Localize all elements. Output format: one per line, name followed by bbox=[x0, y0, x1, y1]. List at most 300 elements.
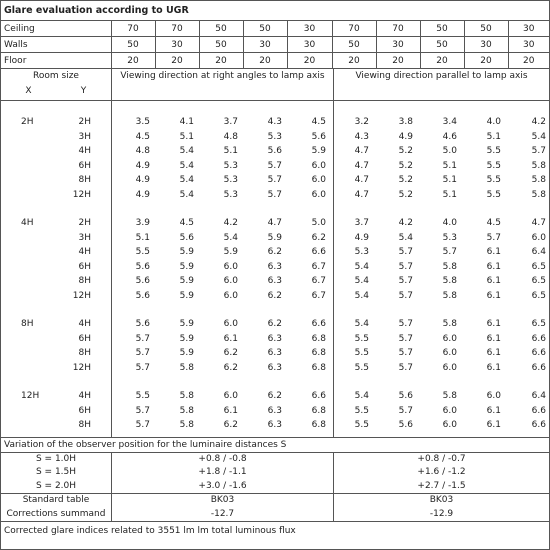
table-cell: 3.9 bbox=[135, 218, 150, 228]
table-cell: 5.7 bbox=[135, 420, 150, 430]
table-cell: 5.6 bbox=[311, 131, 326, 142]
room-x: 2H bbox=[21, 117, 34, 127]
room-row bbox=[1, 418, 111, 433]
param-value: 50 bbox=[243, 21, 287, 37]
standard-table-right: BK03 bbox=[429, 495, 454, 505]
table-cell: 6.3 bbox=[267, 348, 282, 358]
table-cell: 5.4 bbox=[179, 146, 194, 156]
room-x bbox=[1, 144, 56, 159]
room-y: 12H bbox=[72, 290, 91, 301]
room-y: 4H bbox=[78, 319, 91, 329]
value-row bbox=[334, 231, 549, 246]
room-row bbox=[1, 130, 111, 145]
table-cell: 5.6 bbox=[135, 276, 150, 286]
table-cell: 4.3 bbox=[267, 117, 282, 127]
table-cell: 5.3 bbox=[354, 247, 369, 257]
value-row bbox=[334, 260, 549, 275]
param-value: 30 bbox=[376, 37, 420, 53]
table-cell: 5.8 bbox=[442, 276, 457, 286]
table-cell: 4.2 bbox=[223, 218, 238, 228]
group-gap bbox=[112, 202, 333, 216]
observer-left: +3.0 / -1.6 bbox=[198, 480, 247, 491]
param-value: 20 bbox=[199, 53, 243, 69]
room-row bbox=[1, 289, 111, 304]
table-cell: 5.1 bbox=[179, 131, 194, 142]
table-cell: 5.7 bbox=[398, 348, 413, 358]
table-cell: 5.7 bbox=[267, 160, 282, 171]
table-cell: 5.7 bbox=[531, 146, 546, 156]
table-cell: 5.6 bbox=[398, 420, 413, 430]
table-cell: 3.7 bbox=[223, 117, 238, 127]
table-cell: 5.7 bbox=[398, 276, 413, 286]
table-cell: 6.1 bbox=[486, 348, 501, 358]
room-row bbox=[1, 216, 111, 231]
table-cell: 6.6 bbox=[311, 319, 326, 329]
room-row bbox=[1, 274, 111, 289]
observer-s: S = 2.0H bbox=[35, 480, 77, 491]
table-cell: 5.7 bbox=[398, 247, 413, 257]
table-cell: 6.0 bbox=[442, 333, 457, 344]
value-row bbox=[334, 332, 549, 347]
table-cell: 5.8 bbox=[531, 175, 546, 185]
table-cell: 6.8 bbox=[311, 405, 326, 416]
value-row bbox=[112, 361, 333, 376]
reflectance-header bbox=[1, 21, 549, 69]
table-cell: 5.6 bbox=[135, 261, 150, 272]
room-y: 3H bbox=[78, 232, 91, 243]
table-cell: 5.5 bbox=[135, 247, 150, 257]
value-row bbox=[334, 130, 549, 145]
table-cell: 6.1 bbox=[486, 261, 501, 272]
value-row bbox=[112, 317, 333, 332]
standard-table-left: BK03 bbox=[210, 495, 235, 505]
table-cell: 5.7 bbox=[398, 362, 413, 373]
table-cell: 5.5 bbox=[354, 333, 369, 344]
param-value: 20 bbox=[287, 53, 332, 69]
table-cell: 4.0 bbox=[442, 218, 457, 228]
table-cell: 6.4 bbox=[531, 247, 546, 257]
table-cell: 3.2 bbox=[354, 117, 369, 127]
room-x bbox=[1, 418, 56, 433]
table-cell: 4.2 bbox=[398, 218, 413, 228]
table-cell: 5.5 bbox=[486, 189, 501, 200]
room-row bbox=[1, 389, 111, 404]
value-row bbox=[112, 260, 333, 275]
table-cell: 6.3 bbox=[267, 333, 282, 344]
table-cell: 5.9 bbox=[179, 261, 194, 272]
table-cell: 5.4 bbox=[398, 232, 413, 243]
observer-block bbox=[1, 453, 549, 495]
table-cell: 6.5 bbox=[531, 319, 546, 329]
table-cell: 5.7 bbox=[398, 405, 413, 416]
room-x bbox=[1, 260, 56, 275]
value-row bbox=[112, 245, 333, 260]
table-cell: 6.1 bbox=[486, 333, 501, 344]
param-value: 50 bbox=[199, 21, 243, 37]
observer-right: +0.8 / -0.7 bbox=[417, 453, 466, 464]
table-cell: 5.5 bbox=[486, 146, 501, 156]
group-gap bbox=[1, 101, 111, 115]
room-row bbox=[1, 188, 111, 203]
observer-s: S = 1.5H bbox=[35, 467, 77, 477]
table-cell: 5.7 bbox=[398, 319, 413, 329]
table-cell: 5.5 bbox=[354, 405, 369, 416]
table-cell: 4.5 bbox=[311, 117, 326, 127]
value-row bbox=[112, 274, 333, 289]
param-value: 50 bbox=[199, 37, 243, 53]
group-gap bbox=[1, 375, 111, 389]
table-cell: 5.4 bbox=[354, 319, 369, 329]
room-x: 8H bbox=[21, 319, 34, 329]
room-x bbox=[1, 173, 56, 188]
table-cell: 5.7 bbox=[398, 290, 413, 301]
room-x bbox=[1, 274, 56, 289]
room-x bbox=[1, 404, 56, 419]
corrections-left: -12.7 bbox=[210, 508, 235, 519]
table-cell: 4.9 bbox=[135, 160, 150, 171]
table-cell: 5.6 bbox=[135, 290, 150, 301]
table-cell: 5.4 bbox=[179, 160, 194, 171]
value-row bbox=[334, 418, 549, 433]
table-cell: 6.1 bbox=[486, 247, 501, 257]
table-cell: 5.3 bbox=[223, 189, 238, 200]
table-cell: 3.8 bbox=[398, 117, 413, 127]
table-cell: 5.4 bbox=[354, 391, 369, 401]
table-cell: 6.0 bbox=[486, 391, 501, 401]
table-cell: 5.8 bbox=[442, 391, 457, 401]
param-row bbox=[1, 53, 549, 69]
room-y: 2H bbox=[78, 117, 91, 127]
room-y: 4H bbox=[78, 391, 91, 401]
table-cell: 6.3 bbox=[267, 405, 282, 416]
value-row bbox=[112, 130, 333, 145]
room-row bbox=[1, 361, 111, 376]
table-cell: 6.1 bbox=[223, 333, 238, 344]
table-cell: 5.8 bbox=[442, 261, 457, 272]
table-cell: 5.7 bbox=[135, 333, 150, 344]
room-row bbox=[1, 173, 111, 188]
table-cell: 5.8 bbox=[531, 160, 546, 171]
table-cell: 6.1 bbox=[486, 290, 501, 301]
room-x bbox=[1, 361, 56, 376]
table-cell: 4.2 bbox=[531, 117, 546, 127]
param-value: 70 bbox=[155, 21, 199, 37]
value-row bbox=[112, 289, 333, 304]
table-cell: 5.7 bbox=[135, 362, 150, 373]
table-cell: 5.8 bbox=[179, 391, 194, 401]
corrections-right: -12.9 bbox=[429, 508, 454, 519]
value-row bbox=[334, 188, 549, 203]
table-cell: 6.4 bbox=[531, 391, 546, 401]
table-cell: 5.6 bbox=[179, 232, 194, 243]
table-cell: 6.8 bbox=[311, 348, 326, 358]
value-row bbox=[334, 317, 549, 332]
param-value: 50 bbox=[111, 37, 155, 53]
param-value: 30 bbox=[243, 37, 287, 53]
param-value: 70 bbox=[332, 21, 376, 37]
observer-right: +2.7 / -1.5 bbox=[417, 480, 466, 491]
value-row bbox=[334, 361, 549, 376]
value-row bbox=[112, 144, 333, 159]
table-cell: 5.9 bbox=[179, 276, 194, 286]
table-cell: 5.7 bbox=[267, 175, 282, 185]
table-cell: 6.2 bbox=[223, 348, 238, 358]
table-cell: 4.7 bbox=[354, 175, 369, 185]
table-cell: 5.5 bbox=[354, 348, 369, 358]
corrections-label: Corrections summand bbox=[6, 508, 106, 519]
table-cell: 4.6 bbox=[442, 131, 457, 142]
room-y: 6H bbox=[78, 261, 91, 272]
table-cell: 5.4 bbox=[531, 131, 546, 142]
value-row bbox=[112, 346, 333, 361]
table-cell: 6.6 bbox=[531, 362, 546, 373]
table-cell: 6.7 bbox=[311, 261, 326, 272]
table-cell: 5.9 bbox=[179, 333, 194, 344]
room-row bbox=[1, 260, 111, 275]
table-cell: 6.6 bbox=[531, 405, 546, 416]
table-cell: 5.9 bbox=[179, 319, 194, 329]
table-cell: 5.4 bbox=[179, 175, 194, 185]
table-cell: 5.7 bbox=[486, 232, 501, 243]
table-cell: 5.2 bbox=[398, 160, 413, 171]
table-cell: 6.7 bbox=[311, 290, 326, 301]
room-y: 8H bbox=[78, 420, 91, 430]
group-gap bbox=[1, 433, 111, 437]
table-cell: 6.2 bbox=[267, 319, 282, 329]
table-cell: 6.0 bbox=[311, 175, 326, 185]
value-row bbox=[112, 332, 333, 347]
table-cell: 4.7 bbox=[354, 189, 369, 200]
value-row bbox=[334, 389, 549, 404]
value-row bbox=[334, 144, 549, 159]
param-label: Ceiling bbox=[1, 21, 111, 37]
table-cell: 5.4 bbox=[179, 189, 194, 200]
table-cell: 6.8 bbox=[311, 362, 326, 373]
param-value: 20 bbox=[376, 53, 420, 69]
table-cell: 6.2 bbox=[223, 420, 238, 430]
table-cell: 5.5 bbox=[354, 420, 369, 430]
table-cell: 5.7 bbox=[398, 261, 413, 272]
value-row bbox=[112, 231, 333, 246]
param-row bbox=[1, 37, 549, 53]
value-row bbox=[334, 216, 549, 231]
param-value: 30 bbox=[155, 37, 199, 53]
footer-note: Corrected glare indices related to 3551 lm lm total luminous flux bbox=[4, 526, 296, 536]
value-row bbox=[112, 389, 333, 404]
value-row bbox=[112, 216, 333, 231]
standard-table-label: Standard table bbox=[22, 495, 90, 505]
table-cell: 6.5 bbox=[531, 276, 546, 286]
table-cell: 5.6 bbox=[135, 319, 150, 329]
room-x bbox=[1, 130, 56, 145]
table-cell: 5.8 bbox=[179, 420, 194, 430]
table-cell: 5.9 bbox=[267, 232, 282, 243]
room-y: 8H bbox=[78, 276, 91, 286]
table-cell: 5.7 bbox=[398, 333, 413, 344]
room-x bbox=[1, 332, 56, 347]
table-cell: 4.8 bbox=[223, 131, 238, 142]
table-cell: 5.3 bbox=[223, 160, 238, 171]
table-cell: 6.8 bbox=[311, 333, 326, 344]
value-row bbox=[112, 404, 333, 419]
group-gap bbox=[334, 101, 549, 115]
param-value: 30 bbox=[508, 37, 549, 53]
table-cell: 6.6 bbox=[531, 333, 546, 344]
room-x bbox=[1, 289, 56, 304]
table-cell: 6.2 bbox=[267, 290, 282, 301]
table-cell: 6.0 bbox=[311, 160, 326, 171]
table-cell: 5.8 bbox=[531, 189, 546, 200]
table-cell: 4.7 bbox=[267, 218, 282, 228]
table-cell: 5.4 bbox=[354, 276, 369, 286]
table-cell: 5.9 bbox=[179, 290, 194, 301]
group-gap bbox=[112, 375, 333, 389]
table-title: Glare evaluation according to UGR bbox=[1, 1, 549, 21]
observer-right: +1.6 / -1.2 bbox=[417, 467, 466, 477]
param-value: 20 bbox=[464, 53, 508, 69]
table-cell: 6.0 bbox=[223, 290, 238, 301]
table-cell: 5.8 bbox=[179, 362, 194, 373]
value-row bbox=[334, 159, 549, 174]
param-value: 30 bbox=[464, 37, 508, 53]
table-cell: 5.4 bbox=[223, 232, 238, 243]
observer-s: S = 1.0H bbox=[35, 453, 77, 464]
param-value: 50 bbox=[464, 21, 508, 37]
value-row bbox=[334, 245, 549, 260]
param-value: 70 bbox=[376, 21, 420, 37]
table-cell: 6.3 bbox=[267, 276, 282, 286]
group-gap bbox=[334, 375, 549, 389]
value-row bbox=[334, 115, 549, 130]
table-cell: 5.1 bbox=[223, 146, 238, 156]
param-value: 20 bbox=[155, 53, 199, 69]
table-cell: 6.3 bbox=[267, 420, 282, 430]
table-cell: 6.2 bbox=[223, 362, 238, 373]
standard-block bbox=[1, 494, 549, 522]
table-cell: 3.7 bbox=[354, 218, 369, 228]
table-cell: 6.5 bbox=[531, 290, 546, 301]
table-cell: 5.8 bbox=[442, 319, 457, 329]
table-cell: 6.0 bbox=[442, 420, 457, 430]
room-row bbox=[1, 404, 111, 419]
table-cell: 6.1 bbox=[486, 319, 501, 329]
param-value: 20 bbox=[111, 53, 155, 69]
value-row bbox=[112, 159, 333, 174]
table-cell: 5.4 bbox=[354, 261, 369, 272]
table-cell: 5.5 bbox=[486, 175, 501, 185]
group-gap bbox=[334, 303, 549, 317]
room-row bbox=[1, 346, 111, 361]
param-label: Floor bbox=[1, 53, 111, 69]
group-gap bbox=[334, 433, 549, 437]
table-cell: 6.1 bbox=[486, 405, 501, 416]
group-gap bbox=[112, 101, 333, 115]
room-row bbox=[1, 144, 111, 159]
table-cell: 4.9 bbox=[354, 232, 369, 243]
table-cell: 5.3 bbox=[442, 232, 457, 243]
room-size-label: Room size bbox=[33, 71, 79, 81]
table-cell: 5.9 bbox=[223, 247, 238, 257]
table-cell: 5.6 bbox=[267, 146, 282, 156]
param-label: Walls bbox=[1, 37, 111, 53]
param-value: 20 bbox=[508, 53, 549, 69]
param-value: 30 bbox=[287, 37, 332, 53]
table-cell: 6.0 bbox=[442, 405, 457, 416]
table-cell: 4.1 bbox=[179, 117, 194, 127]
room-x: 12H bbox=[21, 391, 40, 401]
values-block bbox=[1, 101, 549, 438]
table-cell: 5.9 bbox=[179, 247, 194, 257]
param-row bbox=[1, 21, 549, 37]
table-cell: 6.0 bbox=[223, 276, 238, 286]
table-cell: 6.3 bbox=[267, 261, 282, 272]
param-value: 30 bbox=[287, 21, 332, 37]
table-cell: 5.5 bbox=[354, 362, 369, 373]
table-cell: 5.1 bbox=[442, 175, 457, 185]
table-cell: 5.1 bbox=[135, 232, 150, 243]
table-cell: 5.4 bbox=[354, 290, 369, 301]
table-cell: 6.1 bbox=[486, 420, 501, 430]
table-cell: 5.1 bbox=[442, 160, 457, 171]
observer-left: +0.8 / -0.8 bbox=[198, 453, 247, 464]
value-row bbox=[334, 274, 549, 289]
param-value: 20 bbox=[332, 53, 376, 69]
room-y: 3H bbox=[78, 131, 91, 142]
room-row bbox=[1, 115, 111, 130]
value-row bbox=[334, 346, 549, 361]
room-y: 4H bbox=[78, 146, 91, 156]
room-x bbox=[1, 188, 56, 203]
room-row bbox=[1, 245, 111, 260]
room-y: 4H bbox=[78, 247, 91, 257]
param-value: 50 bbox=[420, 37, 464, 53]
room-x bbox=[1, 346, 56, 361]
group-gap bbox=[1, 202, 111, 216]
table-cell: 5.7 bbox=[135, 348, 150, 358]
group-gap bbox=[112, 303, 333, 317]
room-row bbox=[1, 332, 111, 347]
room-y: 8H bbox=[78, 175, 91, 185]
table-cell: 6.7 bbox=[311, 276, 326, 286]
table-cell: 5.5 bbox=[486, 160, 501, 171]
table-cell: 5.7 bbox=[267, 189, 282, 200]
table-cell: 5.7 bbox=[135, 405, 150, 416]
table-cell: 6.6 bbox=[531, 348, 546, 358]
table-cell: 5.7 bbox=[442, 247, 457, 257]
room-x bbox=[1, 245, 56, 260]
table-cell: 6.1 bbox=[223, 405, 238, 416]
table-cell: 6.0 bbox=[223, 391, 238, 401]
table-cell: 6.2 bbox=[267, 247, 282, 257]
room-y: 6H bbox=[78, 405, 91, 416]
table-cell: 6.6 bbox=[311, 391, 326, 401]
dir-right-label: Viewing direction parallel to lamp axis bbox=[355, 71, 528, 81]
table-cell: 6.0 bbox=[442, 348, 457, 358]
room-x: 4H bbox=[21, 218, 34, 228]
param-value: 20 bbox=[420, 53, 464, 69]
value-row bbox=[112, 173, 333, 188]
param-value: 20 bbox=[243, 53, 287, 69]
value-row bbox=[112, 418, 333, 433]
room-y: 2H bbox=[78, 218, 91, 228]
table-cell: 6.0 bbox=[442, 362, 457, 373]
table-cell: 6.2 bbox=[267, 391, 282, 401]
room-row bbox=[1, 231, 111, 246]
table-cell: 6.0 bbox=[531, 232, 546, 243]
param-value: 50 bbox=[332, 37, 376, 53]
table-cell: 6.0 bbox=[223, 319, 238, 329]
table-cell: 5.2 bbox=[398, 146, 413, 156]
